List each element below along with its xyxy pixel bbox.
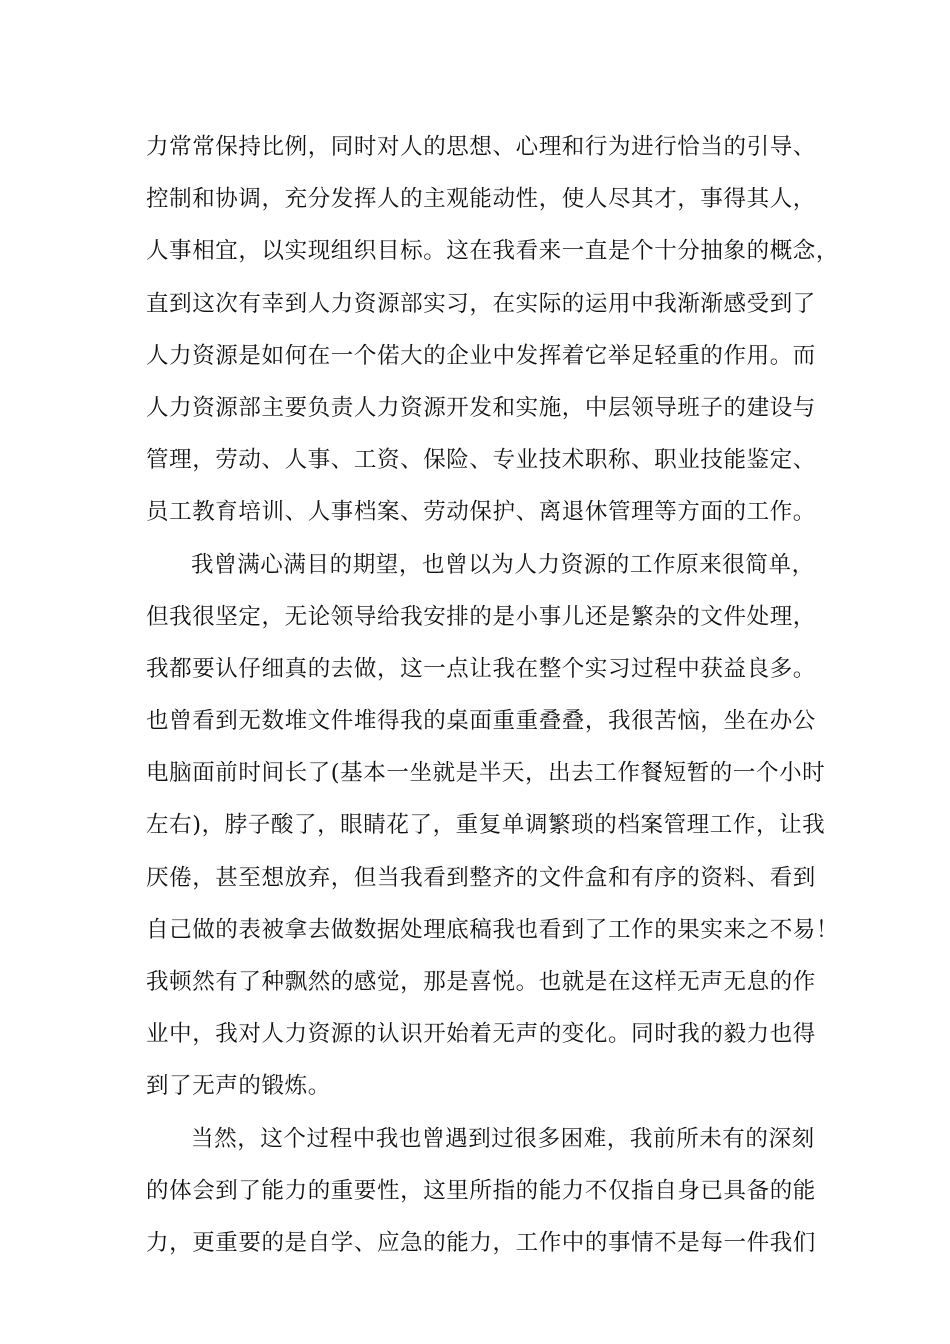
text-line: 我都要认仔细真的去做，这一点让我在整个实习过程中获益良多。 xyxy=(146,655,816,682)
text-line: 控制和协调，充分发挥人的主观能动性，使人尽其才，事得其人， xyxy=(146,186,816,213)
text-line: 的体会到了能力的重要性，这里所指的能力不仅指自身已具备的能 xyxy=(146,1177,816,1204)
text-line: 自己做的表被拿去做数据处理底稿我也看到了工作的果实来之不易！ xyxy=(146,916,840,943)
text-line: 管理，劳动、人事、工资、保险、专业技术职称、职业技能鉴定、 xyxy=(146,447,816,474)
text-line: 人力资源部主要负责人力资源开发和实施，中层领导班子的建设与 xyxy=(146,394,816,421)
text-line: 也曾看到无数堆文件堆得我的桌面重重叠叠，我很苦恼，坐在办公 xyxy=(146,708,816,735)
paragraph-start-line: 我曾满心满目的期望，也曾以为人力资源的工作原来很简单， xyxy=(191,551,815,578)
text-line: 但我很坚定，无论领导给我安排的是小事儿还是繁杂的文件处理， xyxy=(146,603,816,630)
text-line: 业中，我对人力资源的认识开始着无声的变化。同时我的毅力也得 xyxy=(146,1021,816,1048)
text-line: 我顿然有了种飘然的感觉，那是喜悦。也就是在这样无声无息的作 xyxy=(146,969,816,995)
text-line: 左右)，脖子酸了，眼睛花了，重复单调繁琐的档案管理工作，让我 xyxy=(146,812,826,839)
paragraph-start-line: 当然，这个过程中我也曾遇到过很多困难，我前所未有的深刻 xyxy=(191,1125,815,1152)
text-line: 直到这次有幸到人力资源部实习，在实际的运用中我渐渐感受到了 xyxy=(146,290,816,317)
text-line: 员工教育培训、人事档案、劳动保护、离退休管理等方面的工作。 xyxy=(146,499,816,526)
text-line: 人事相宜，以实现组织目标。这在我看来一直是个十分抽象的概念， xyxy=(146,238,840,265)
text-line: 力常常保持比例，同时对人的思想、心理和行为进行恰当的引导、 xyxy=(146,134,816,160)
text-line: 厌倦，甚至想放弃，但当我看到整齐的文件盒和有序的资料、看到 xyxy=(146,864,816,891)
body-text xyxy=(146,125,840,1273)
text-line: 人力资源是如何在一个偌大的企业中发挥着它举足轻重的作用。而 xyxy=(146,342,816,369)
text-line: 力，更重要的是自学、应急的能力，工作中的事情不是每一件我们 xyxy=(146,1229,816,1256)
text-line: 到了无声的锻炼。 xyxy=(146,1073,331,1100)
text-line: 电脑面前时间长了(基本一坐就是半天，出去工作餐短暂的一个小时 xyxy=(146,760,826,787)
